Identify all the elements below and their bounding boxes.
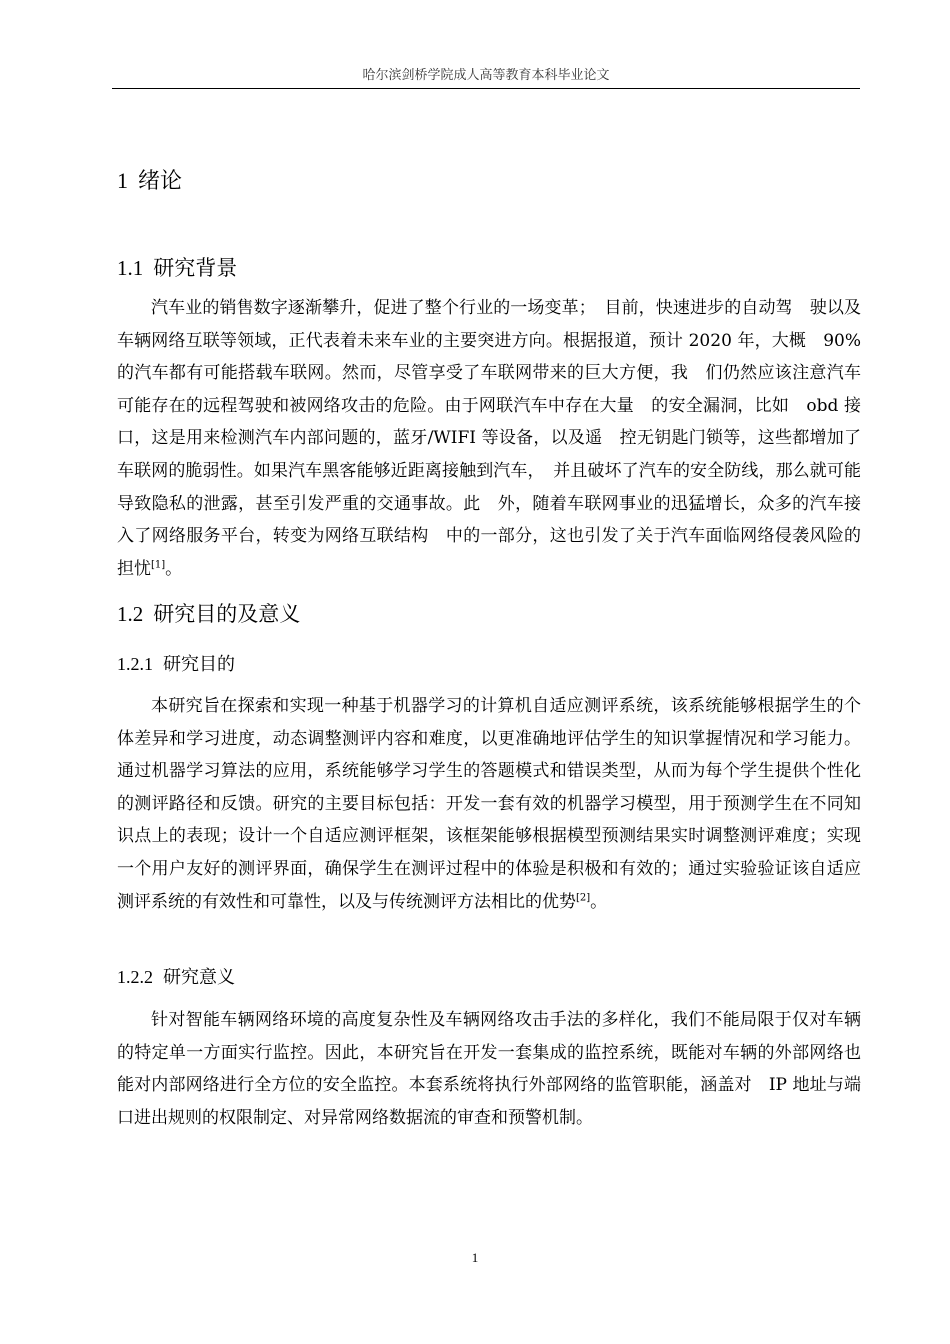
paragraph-tail: 。 <box>590 891 608 912</box>
section-number: 1.2 <box>117 602 144 626</box>
subsection-number: 1.2.2 <box>117 967 153 987</box>
subsection-heading-significance <box>117 963 235 989</box>
subsection-number: 1.2.1 <box>117 654 153 674</box>
section-number: 1.1 <box>117 256 144 280</box>
paragraph-background <box>117 292 861 585</box>
paragraph-text: 针对智能车辆网络环境的高度复杂性及车辆网络攻击手法的多样化，我们不能局限于仅对车辆的特定单一方面实行监控。因此，本研究旨在开发一套集成的监控系统，既能对车辆的外部网络也能对内部网络进行全方位的安全监控。本套系统将执行外部网络的监管职能，涵盖对 IP 地址与端口进出规则的权限制定、对异常网络数据流的审查和预警机制。 <box>117 1010 861 1128</box>
section-title: 研究背景 <box>153 256 238 280</box>
paragraph-purpose <box>117 690 861 918</box>
chapter-title: 绪论 <box>138 169 183 194</box>
section-title: 研究目的及意义 <box>153 602 301 626</box>
subsection-title: 研究意义 <box>163 967 235 988</box>
header-rule <box>112 88 860 89</box>
running-header: 哈尔滨剑桥学院成人高等教育本科毕业论文 <box>362 68 610 83</box>
subsection-heading-purpose <box>117 650 235 676</box>
citation: [2] <box>576 891 591 903</box>
paragraph-tail: 。 <box>165 558 183 579</box>
section-heading-background <box>117 252 237 282</box>
paragraph-significance <box>117 1004 861 1134</box>
paragraph-text: 汽车业的销售数字逐渐攀升，促进了整个行业的一场变革； 目前，快速进步的自动驾 驶以及车辆网络互联等领域，正代表着未来车业的主要突进方向。根据报道，预计 2020 年，大概 90%的汽车都有可能搭载车联网。然而，尽管享受了车联网带来的巨大方便，我 们仍然应该注意汽车可能存在的远程驾驶和被网络攻击的危险。由于网联汽车中存在大量 的安全漏洞，比如 obd 接口，这是用来检测汽车内部问题的，蓝牙/WIFI 等设备，以及遥 控无钥匙门锁等，这些都增加了车联网的脆弱性。如果汽车黑客能够近距离接触到汽车， 并且破坏了汽车的安全防线，那么就可能导致隐私的泄露，甚至引发严重的交通事故。此 外，随着车联网事业的迅猛增长，众多的汽车接入了网络服务平台，转变为网络互联结构 中的一部分，这也引发了关于汽车面临网络侵袭风险的担忧 <box>117 298 861 579</box>
page-number: 1 <box>471 1250 479 1265</box>
section-heading-purpose-significance <box>117 598 300 628</box>
paragraph-text: 本研究旨在探索和实现一种基于机器学习的计算机自适应测评系统，该系统能够根据学生的个体差异和学习进度，动态调整测评内容和难度，以更准确地评估学生的知识掌握情况和学习能力。通过机器学习算法的应用，系统能够学习学生的答题模式和错误类型，从而为每个学生提供个性化的测评路径和反馈。研究的主要目标包括：开发一套有效的机器学习模型，用于预测学生在不同知识点上的表现；设计一个自适应测评框架，该框架能够根据模型预测结果实时调整测评难度；实现一个用户友好的测评界面，确保学生在测评过程中的体验是积极和有效的；通过实验验证该自适应测评系统的有效性和可靠性，以及与传统测评方法相比的优势 <box>117 696 861 912</box>
citation: [1] <box>151 559 166 571</box>
chapter-number: 1 <box>117 168 128 193</box>
subsection-title: 研究目的 <box>163 654 235 675</box>
chapter-heading <box>117 164 182 195</box>
